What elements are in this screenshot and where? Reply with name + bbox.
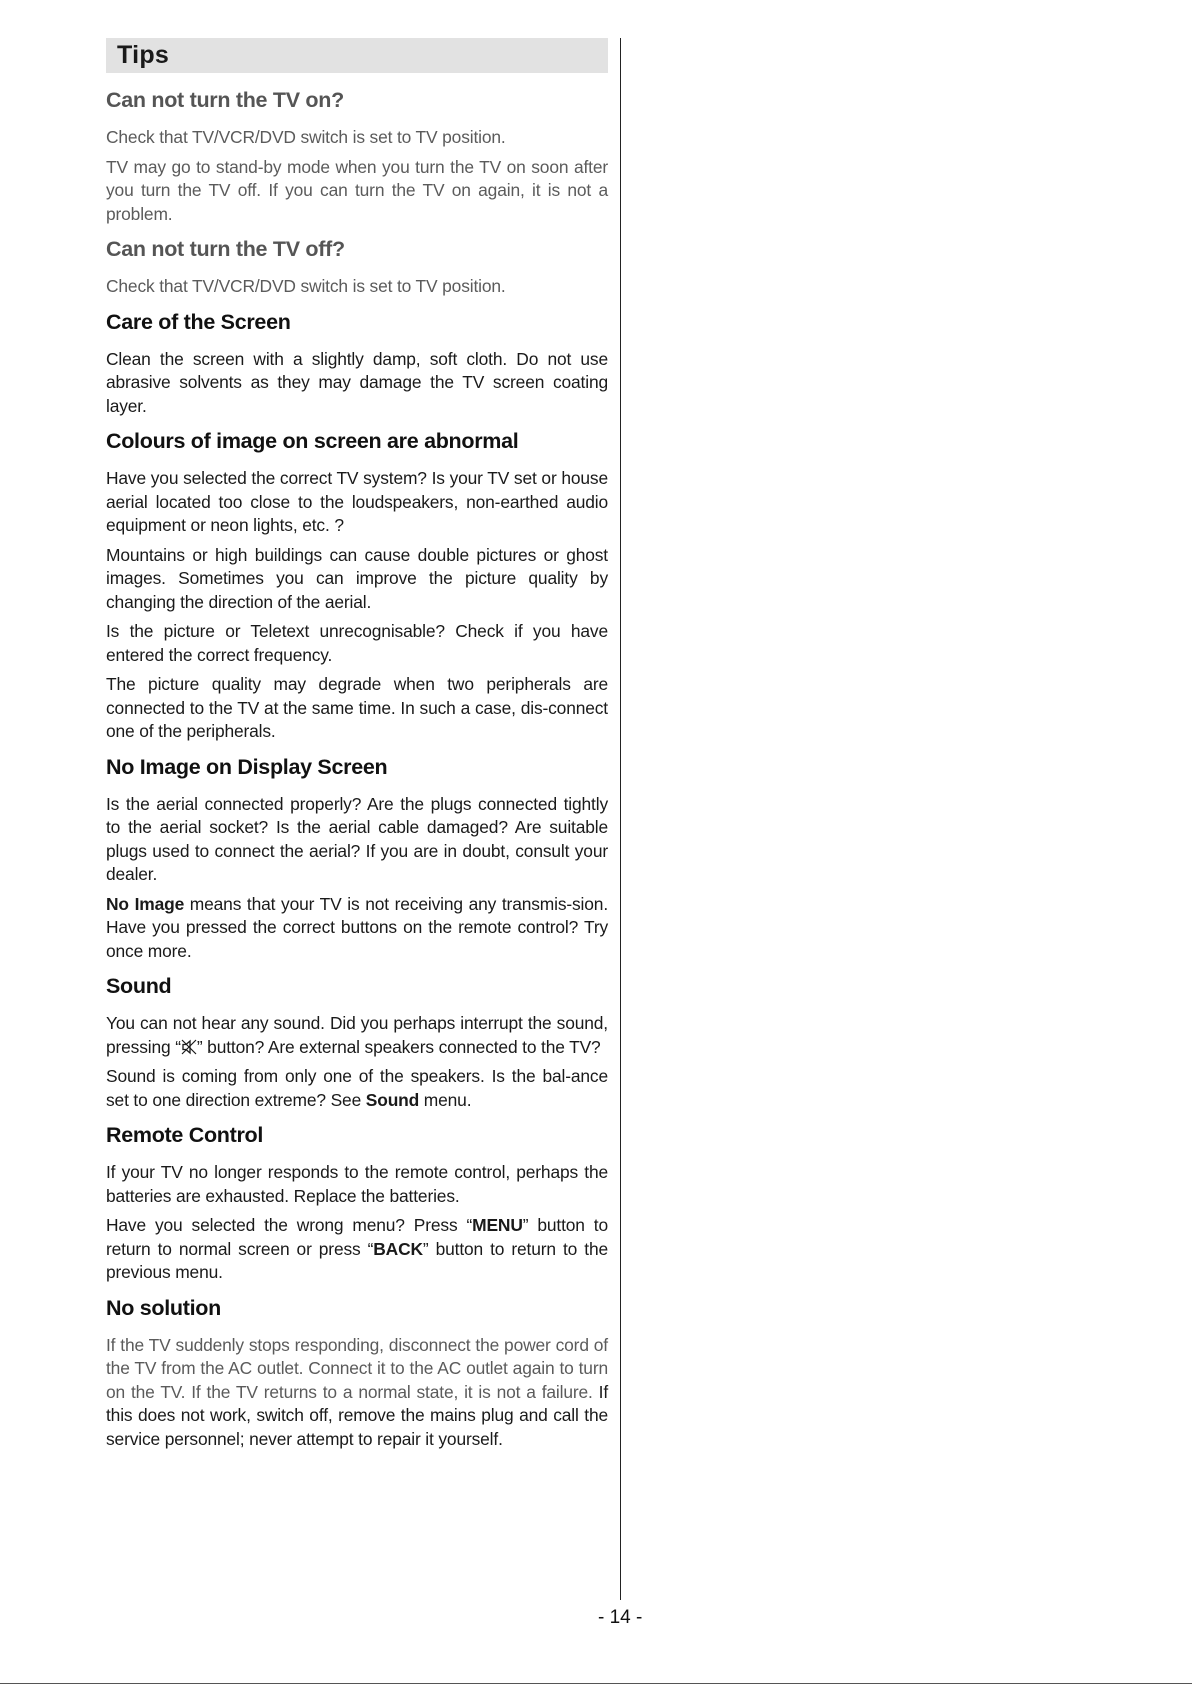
paragraph: Mountains or high buildings can cause double pictures or ghost images. Sometimes you can improve the picture quality by changing the direction of the aerial. (106, 544, 608, 612)
text-run: means that your TV is not receiving any transmis-sion. Have you pressed the correct buttons on the remote control? Try once more. (106, 893, 609, 961)
text-run: ” button to return to normal screen or press “ (106, 1215, 608, 1259)
section-heading: No solution (106, 1295, 221, 1320)
paragraph: If your TV no longer responds to the remote control, perhaps the batteries are exhausted. Replace the batteries. (106, 1162, 608, 1206)
paragraph-no-solution (106, 1334, 608, 1452)
section-no-solution (106, 1295, 608, 1452)
tips-column (106, 38, 608, 1457)
paragraph-no-image (106, 893, 608, 964)
paragraph: Have you selected the correct TV system? Is your TV set or house aerial located too close to the loudspeakers, non-earthed audio equipment or neon lights, etc. ? (106, 468, 608, 535)
paragraph-remote-2 (106, 1214, 608, 1285)
text-run: Sound is coming from only one of the speakers. Is the bal-ance set to one direction extreme? See (106, 1066, 608, 1110)
paragraph: Is the picture or Teletext unrecognisable? Check if you have entered the correct frequency. (106, 621, 608, 665)
text-run: You can not hear any sound. Did you perhaps interrupt the sound, pressing “ (106, 1013, 608, 1057)
text-run-gray: If the TV suddenly stops responding, disconnect the power cord of the TV from the AC outlet. Connect it to the AC outlet again to turn on the TV. If the TV returns to a normal state, it is not a failure. (106, 1334, 608, 1402)
section-heading: Care of the Screen (106, 309, 291, 334)
mute-speaker-icon (181, 1038, 197, 1054)
text-run: If this does not work, switch off, remove the mains plug and call the service personnel; never attempt to repair it yourself. (106, 1381, 608, 1449)
section-no-image (106, 754, 608, 964)
paragraph-sound-1 (106, 1012, 608, 1059)
text-run: ” button to return to the previous menu. (106, 1238, 608, 1282)
paragraph: The picture quality may degrade when two peripherals are connected to the TV at the same time. In such a case, dis-connect one of the peripherals. (106, 674, 608, 741)
paragraph-sound-2 (106, 1065, 608, 1112)
section-cannot-turn-on (106, 87, 608, 226)
section-heading: Sound (106, 974, 172, 998)
section-care-of-screen (106, 309, 608, 419)
paragraph: TV may go to stand-by mode when you turn the TV on soon after you turn the TV off. If you can turn the TV on again, it is not a problem. (106, 156, 608, 224)
paragraph: Check that TV/VCR/DVD switch is set to TV position. (106, 127, 506, 147)
paragraph: Is the aerial connected properly? Are the plugs connected tightly to the aerial socket? Is the aerial cable damaged? Are suitable plugs used to connect the aerial? If you are in doubt, consult your dealer. (106, 793, 608, 884)
paragraph: Clean the screen with a slightly damp, soft cloth. Do not use abrasive solvents as they may damage the TV screen coating layer. (106, 348, 608, 416)
bottom-rule (0, 1683, 1192, 1684)
title-bar (106, 38, 608, 73)
bold-term: Sound (365, 1089, 420, 1110)
section-heading: Can not turn the TV off? (106, 237, 345, 261)
section-colours-abnormal (106, 428, 608, 744)
page-title: Tips (117, 41, 170, 69)
bold-term: BACK (373, 1238, 423, 1259)
page-number: - 14 - (598, 1607, 643, 1628)
bold-term: MENU (472, 1215, 523, 1235)
bold-term: No Image (106, 893, 185, 914)
column-divider (620, 38, 621, 1600)
section-heading: Colours of image on screen are abnormal (106, 429, 519, 453)
text-run: menu. (419, 1089, 472, 1110)
paragraph: Check that TV/VCR/DVD switch is set to TV position. (106, 276, 506, 296)
text-run: ” button? Are external speakers connected to the TV? (196, 1036, 601, 1057)
section-heading: Can not turn the TV on? (106, 88, 344, 112)
section-heading: No Image on Display Screen (106, 754, 388, 779)
text-run: Have you selected the wrong menu? Press “ (106, 1215, 473, 1235)
section-cannot-turn-off (106, 236, 608, 299)
section-remote-control (106, 1122, 608, 1285)
section-sound (106, 973, 608, 1112)
section-heading: Remote Control (106, 1123, 264, 1147)
